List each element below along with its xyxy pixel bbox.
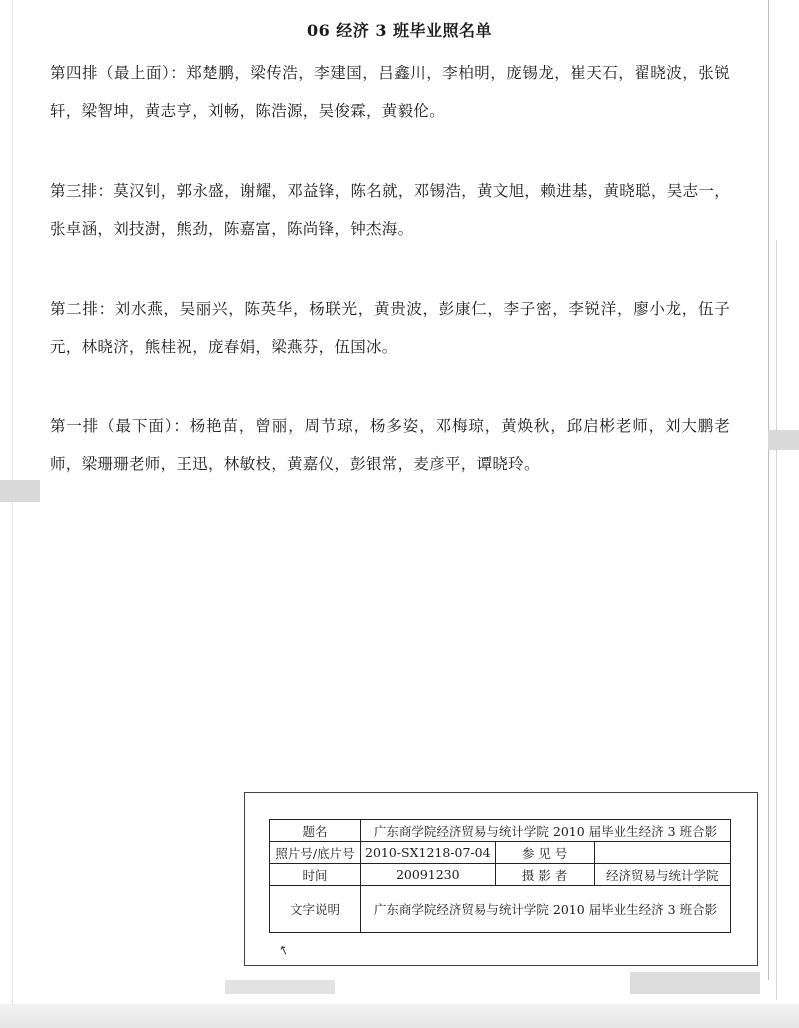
- label-row-photo-no: [270, 842, 731, 864]
- title-value: 广东商学院经济贸易与统计学院 2010 届毕业生经济 3 班合影: [361, 820, 731, 842]
- photographer-label: 摄 影 者: [495, 864, 594, 886]
- scan-tab-bottom-right: [630, 972, 760, 994]
- scan-edge-right: [768, 0, 769, 980]
- scan-edge-bottom: [0, 1004, 799, 1028]
- label-row-title: [270, 820, 731, 842]
- caption-value: 广东商学院经济贸易与统计学院 2010 届毕业生经济 3 班合影: [361, 886, 731, 933]
- caption-label: 文字说明: [270, 886, 361, 933]
- row-three-names: 第三排：莫汉钊，郭永盛，谢耀，邓益锋，陈名就，邓锡浩，黄文旭，赖进基，黄晓聪，吴志一，张卓涵，刘技澍，熊劲，陈嘉富，陈尚锋，钟杰海。: [50, 182, 730, 238]
- scan-tab-bottom-mid: [225, 980, 335, 994]
- title-label: 题名: [270, 820, 361, 842]
- scan-tab-left: [0, 480, 40, 502]
- photographer-value: 经济贸易与统计学院: [594, 864, 730, 886]
- time-label: 时间: [270, 864, 361, 886]
- archive-label-sheet: [244, 792, 758, 966]
- photo-no-value: 2010-SX1218-07-04: [361, 842, 496, 864]
- archive-label-table: [269, 819, 731, 933]
- page-title: 06 经济 3 班毕业照名单: [306, 21, 493, 40]
- photo-no-label: 照片号/底片号: [270, 842, 361, 864]
- label-row-time: [270, 864, 731, 886]
- scan-edge-left: [12, 0, 13, 1028]
- time-value: 20091230: [361, 864, 496, 886]
- row-two-names: 第二排：刘水燕，吴丽兴，陈英华，杨联光，黄贵波，彭康仁，李子密，李锐洋，廖小龙，伍子元，林晓济，熊桂祝，庞春娟，梁燕芬，伍国冰。: [50, 300, 730, 356]
- row-four-names: 第四排（最上面）：郑楚鹏，梁传浩，李建国，吕鑫川，李柏明，庞锡龙，崔天石，翟晓波，张锐轩，梁智坤，黄志亨，刘畅，陈浩源，吴俊霖，黄毅伦。: [50, 64, 730, 120]
- ref-value: [594, 842, 730, 864]
- scan-tab-right: [768, 430, 799, 450]
- label-row-caption: [270, 886, 731, 933]
- scan-edge-right-inner: [776, 240, 777, 1000]
- row-one-names: 第一排（最下面）：杨艳苗，曾丽，周节琼，杨多姿，邓梅琼，黄焕秋，邱启彬老师，刘大鹏老师，梁珊珊老师，王迅，林敏枝，黄嘉仪，彭银常，麦彦平，谭晓玲。: [50, 417, 730, 473]
- ref-label: 参 见 号: [495, 842, 594, 864]
- pencil-mark-icon: ↖: [276, 941, 292, 959]
